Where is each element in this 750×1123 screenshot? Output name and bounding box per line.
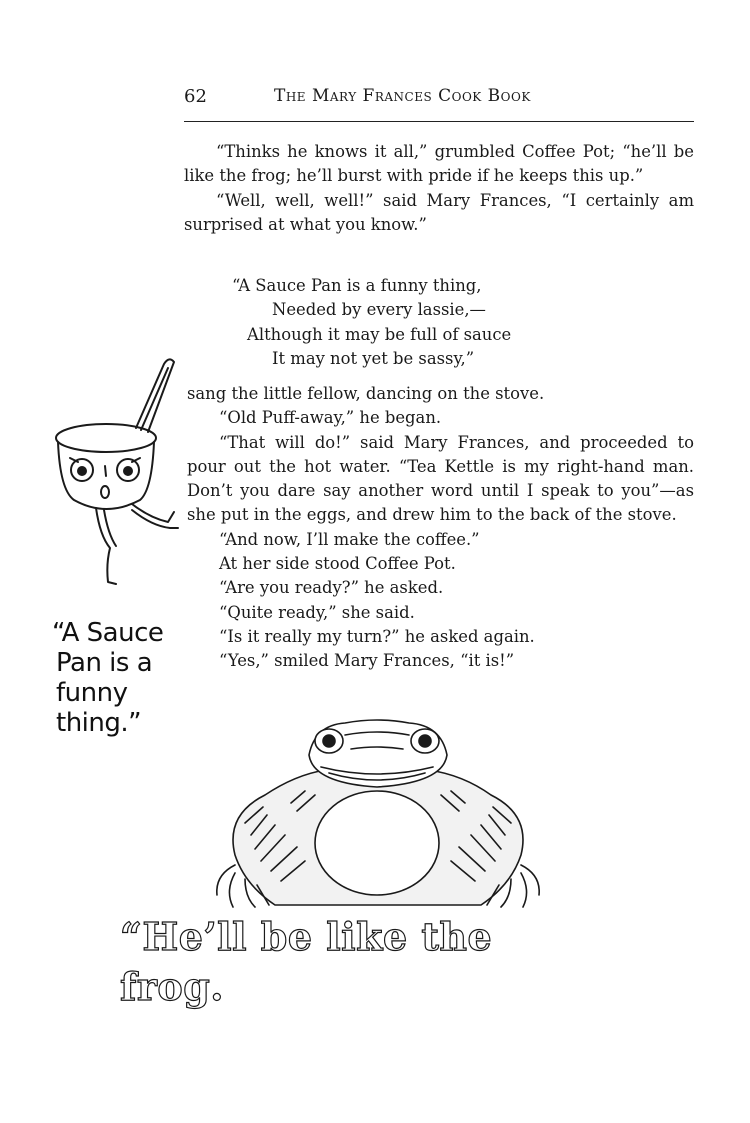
verse-line: It may not yet be sassy,”	[272, 348, 475, 368]
paragraph: sang the little fellow, dancing on the stove.	[187, 384, 545, 403]
verse-line: Needed by every lassie,—	[272, 300, 486, 320]
text-block-bottom	[187, 382, 694, 674]
caption-line: “A Sauce	[52, 618, 164, 648]
paragraph: “Quite ready,” she said.	[219, 602, 415, 622]
paragraph: “Thinks he knows it all,” grumbled Coffee Pot; “he’ll be like the frog; he’ll burst with pride if he keeps this up.”	[184, 142, 694, 186]
caption-line: thing.”	[56, 708, 142, 738]
paragraph: “Well, well, well!” said Mary Frances, “I certainly am surprised at what you know.”	[184, 190, 694, 234]
frog-caption: “He’ll be like the frog.	[120, 914, 493, 1009]
paragraph: “Are you ready?” he asked.	[219, 578, 444, 598]
paragraph: At her side stood Coffee Pot.	[219, 554, 456, 574]
verse-line: Although it may be full of sauce	[247, 324, 512, 344]
paragraph: “That will do!” said Mary Frances, and proceeded to pour out the hot water. “Tea Kettle is my right-hand man. Don’t you dare say another word until I speak to you”—as she put in the eggs, and drew him to the back of the stove.	[187, 432, 694, 525]
page-number: 62	[184, 86, 207, 107]
paragraph: “Old Puff-away,” he began.	[219, 408, 442, 428]
header-rule	[184, 121, 694, 122]
paragraph: “Yes,” smiled Mary Frances, “it is!”	[219, 651, 515, 671]
paragraph: “And now, I’ll make the coffee.”	[219, 529, 480, 549]
paragraph: “Is it really my turn?” he asked again.	[219, 626, 535, 646]
saucepan-caption	[52, 618, 177, 738]
caption-line: funny	[56, 678, 128, 708]
running-head: The Mary Frances Cook Book	[274, 86, 531, 106]
page-header	[184, 86, 694, 114]
text-block-top	[184, 140, 694, 237]
saucepan-character-icon	[40, 350, 185, 590]
frog-icon	[205, 715, 550, 910]
verse	[232, 274, 652, 371]
caption-line: Pan is a	[56, 648, 153, 678]
verse-line: “A Sauce Pan is a funny thing,	[232, 276, 482, 295]
